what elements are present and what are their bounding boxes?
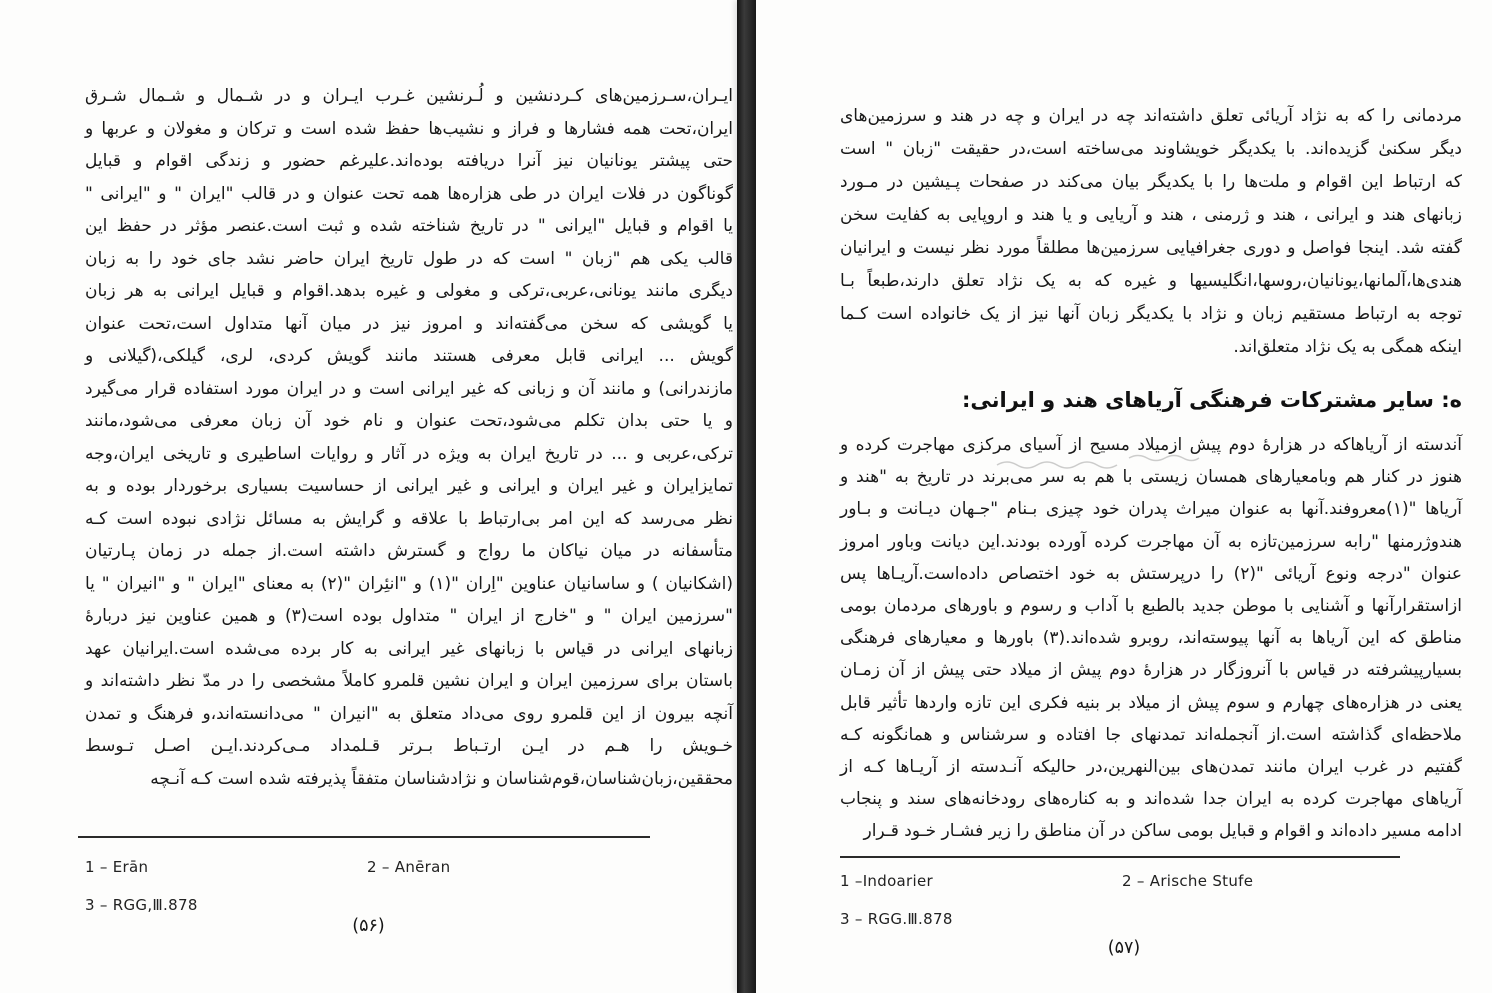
- footnote-2: 2 – Anēran: [367, 858, 451, 876]
- text-line: آندسته از آرياهاکه در هزارهٔ دوم پيش ازميلاد مسيح از آسيای مرکزی مهاجرت کرده و: [840, 435, 1462, 455]
- text-line: ازاستقرارآنها و آشنايی با موطن جديد بالطبع با آداب و رسوم و باورهای مردمان بومی: [840, 596, 1462, 617]
- left-body-text: [85, 80, 733, 795]
- paragraph-one: [840, 100, 1462, 364]
- text-line: ملاحظه‌ای گذاشته است.از آنجمله‌اند تمدنهای جا افتاده و سرشناس و همانگونه کـه: [840, 724, 1462, 745]
- text-line: و يا حتی بدان تکلم می‌شود،تحت عنوان و نام خود آن زبان معرفی می‌شود،مانند: [85, 411, 733, 431]
- text-line: يا اقوام و قبايل "ايرانی " در تاريخ شناخته شده و ثبت است.عنصر مؤثر در حفظ اين: [85, 216, 733, 236]
- text-line: عنوان "درجه ونوع آريائی "(۲) را درپرستش به خود اختصاص داده‌است.آريـاها پس: [840, 563, 1462, 584]
- page-number-right: (۵۷): [1107, 938, 1141, 958]
- text-line: ترکی،عربی و ... در تاريخ ايران به ويژه در آثار و روايات اساطيری و تاريخی ايران،وجه: [85, 443, 733, 464]
- text-line: که ارتباط اين اقوام و ملت‌ها را با يکديگر بيان می‌کند در صفحات پـيشين در مـورد: [840, 172, 1462, 192]
- text-line: گفته شد. اينجا فواصل و دوری جغرافيايی سرزمين‌ها مطلقاً مورد نظر نيست و ايرانيان: [840, 238, 1462, 258]
- text-line: گوناگون در فلات ايران در طی هزاره‌ها همه تحت عنوان و در قالب "ايران " و "ايرانی ": [85, 183, 733, 204]
- text-line: ديگر سکنیٰ گزيده‌اند. با يکديگر خويشاوند می‌ساخته است،در حقيقت "زبان " است: [840, 139, 1462, 159]
- text-line: تمايزايران و غير ايران و ايرانی و غير ايرانی از حساسيت بسياری برخوردار بوده و به: [85, 476, 733, 496]
- text-line: آرياهای مهاجرت کرده به ايران جدا شده‌اند و به کناره‌های رودخانه‌های سند و پنجاب: [840, 789, 1462, 810]
- text-line: گويش ... ايرانی قابل معرفی هستند مانند گويش کردی، لری، گيلکی،(گيلانی و: [85, 346, 733, 366]
- text-line: ايـران،سـرزمين‌های کـردنشين و لُـرنشين غـرب ايـران و در شـمال و شـمال شـرق: [85, 86, 733, 106]
- text-line: يعنی در هزاره‌های چهارم و سوم پيش از ميلاد بر بنيه فکری اين تازه واردها تأثير قابل: [840, 692, 1462, 713]
- text-line: باستان برای سرزمين ايران و ايران نشين قلمرو کاملاً مشخصی را در مدّ نظر داشته‌اند و: [85, 671, 733, 691]
- footnote-row: [85, 858, 733, 882]
- text-line: نظر می‌رسد که اين امر بی‌ارتباط با علاقه و گرايش به مسائل نژادی نبوده است کـه: [85, 508, 733, 529]
- text-line: خـويش را هـم در ايـن ارتـباط بـرتر قـلمداد مـی‌کردند.ايـن اصـل تـوسط: [85, 736, 733, 756]
- footnote-divider: [78, 836, 650, 838]
- text-line: مازندرانی) و مانند آن و زبانی که غير ايرانی است و در ايران مورد استفاده قرار می‌گيرد: [85, 378, 733, 399]
- text-line: توجه به ارتباط مستقيم زبان و نژاد با يکديگر زبان آنها نيز از يک خانواده است کـما: [840, 304, 1462, 324]
- text-line: ايران،تحت همه فشارها و فراز و نشيب‌ها حفظ شده است و ترکان و مغولان و عربها و: [85, 118, 733, 139]
- footnote-3: 3 – RGG,Ⅲ.878: [85, 896, 198, 914]
- text-line: يا گويشی که سخن می‌گفته‌اند و امروز نيز در ميان آنها متداول است،تحت عنوان: [85, 313, 733, 334]
- footnote-row: [840, 910, 1462, 934]
- text-line: مردمانی را که به نژاد آريائی تعلق داشته‌اند چه در ايران و چه در هند و سرزمين‌های: [840, 106, 1462, 126]
- text-line: ديگری مانند يونانی،عربی،ترکی و مغولی و غيره بدهد.اقوام و قبايل ايرانی به هر زبان: [85, 281, 733, 301]
- footnote-divider: [840, 856, 1400, 858]
- text-line: هنوز در کنار هم وبامعيارهای همسان زيستی با هم به سر می‌برند در تاريخ به "هند و: [840, 467, 1462, 488]
- right-body-text: [840, 100, 1462, 848]
- text-line: "سرزمين ايران " و "خارج از ايران " متداول بوده است(۳) و همين عناوين نيز دربارهٔ: [85, 606, 733, 626]
- text-line: اينکه همگی به يک نژاد متعلق‌اند.: [1233, 337, 1462, 357]
- pencil-mark: [996, 458, 1118, 470]
- page-right: [756, 0, 1492, 993]
- page-left: [0, 0, 737, 993]
- footnote-1: 1 – Erān: [85, 858, 149, 876]
- paragraph-two: [840, 429, 1462, 848]
- book-spine-gutter: [737, 0, 756, 993]
- text-line: هندی‌ها،آلمانها،يونانيان،روسها،انگليسيها و غيره که به يک نژاد تعلق دارند،طبعاً بـا: [840, 271, 1462, 291]
- text-line: هندوژرمنها "رابه سرزمين‌تازه به آن مهاجرت کرده آورده بودند.اين ديانت وباور امروز: [840, 531, 1462, 552]
- text-line: قالب يکی هم "زبان " است که در طول تاريخ ايران حاضر نشد جای خود را به زبان: [85, 248, 733, 269]
- page-number-left: (۵۶): [352, 916, 385, 936]
- footnote-3: 3 – RGG.Ⅲ.878: [840, 910, 953, 928]
- pencil-mark: [1128, 452, 1200, 462]
- text-line: آرياها "(۱)معروفند.آنها به عنوان ميراث پدران خود چيزی بـنام "جـهان ديـانت و بـاور: [840, 499, 1463, 520]
- footnote-2: 2 – Arische Stufe: [1122, 872, 1254, 890]
- text-line: آنچه بيرون از اين قلمرو روی می‌داد متعلق به "انيران " می‌دانسته‌اند،و فرهنگ و تمدن: [85, 703, 733, 724]
- text-line: حتی پيشتر يونانيان نيز آنرا دريافته بوده‌اند.عليرغم حضور و زندگی اقوام و قبايل: [85, 151, 733, 171]
- text-line: بسيارپيشرفته در قياس با آنروزگار در هزارهٔ دوم پيش از ميلاد حتی پيش از آن زمـان: [840, 660, 1462, 681]
- text-line: مناطق که اين آرياها به آنها پيوسته‌اند، روبرو شده‌اند.(۳) باورها و معيارهای فرهنگی: [840, 628, 1462, 649]
- section-heading: ه: ساير مشترکات فرهنگی آرياهای هند و ايرانی:: [961, 388, 1462, 412]
- text-line: محققين،زبان‌شناسان،قوم‌شناسان و نژادشناسان متفقاً پذيرفته شده است کـه آنـچه: [150, 768, 733, 789]
- footnote-1: 1 –Indoarier: [840, 872, 933, 890]
- footnote-row: [840, 872, 1462, 896]
- text-line: زبانهای هند و ايرانی ، هند و ژرمنی ، هند و آريايی و يا هند و اروپايی به کفايت سخن: [840, 205, 1462, 225]
- text-line: زبانهای ايرانی در قياس با زبانهای غير ايرانی به کار برده می‌شده است.ايرانيان عهد: [85, 638, 733, 659]
- text-line: گفتيم در غرب ايران مانند تمدن‌های بين‌النهرين،در حاليکه آنـدسته از آريـاها کـه از: [840, 757, 1462, 778]
- text-line: متأسفانه در ميان نياکان ما رواج و گسترش داشته است.از جمله در زمان پـارتيان: [85, 541, 733, 561]
- text-line: ادامه مسير داده‌اند و اقوام و قبايل بومی ساکن در آن مناطق را زير فشـار خـود قـرار: [863, 821, 1462, 842]
- text-line: (اشکانيان ) و ساسانيان عناوين "اِران "(۱) و "انئِران "(۲) به معنای "ايران " و "انيران " يا: [85, 573, 734, 594]
